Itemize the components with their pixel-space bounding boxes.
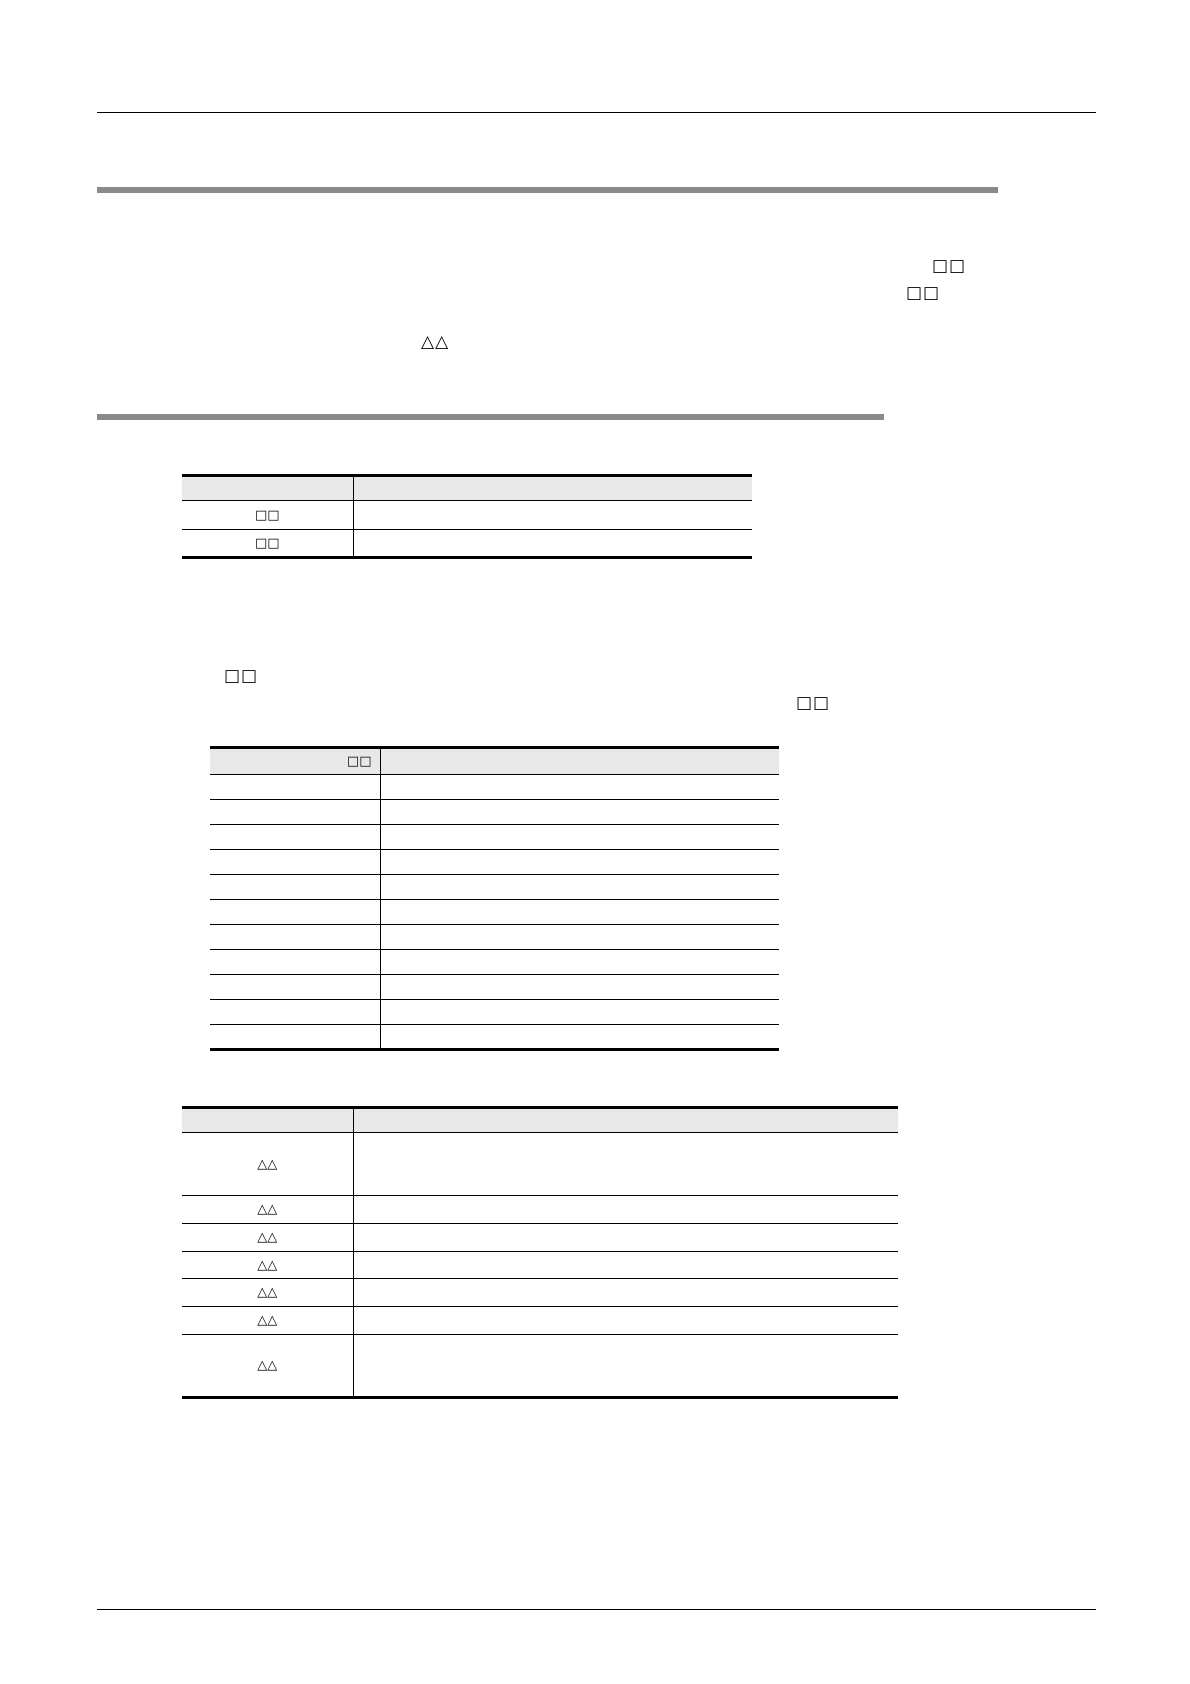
table-2-value [380, 775, 779, 800]
table-2-key [210, 875, 380, 900]
table-2-key [210, 1025, 380, 1050]
table-3-key: △△ [182, 1252, 353, 1279]
table-row [182, 1224, 898, 1252]
table-3-key: △△ [182, 1335, 353, 1398]
table-1-header-key [182, 476, 353, 501]
box-placeholder-4: □□ [796, 693, 831, 713]
box-placeholder-3: □□ [224, 666, 259, 686]
table-row [210, 950, 779, 975]
table-2-key [210, 900, 380, 925]
table-row [182, 1196, 898, 1224]
table-row [182, 501, 752, 530]
section-divider-2 [97, 414, 884, 420]
table-2-value [380, 825, 779, 850]
table-2-key [210, 775, 380, 800]
table-3-value [353, 1252, 898, 1279]
table-row [210, 925, 779, 950]
table-2-value [380, 900, 779, 925]
table-row [182, 1335, 898, 1398]
table-row [182, 1279, 898, 1307]
table-2-key [210, 975, 380, 1000]
table-1 [182, 474, 752, 559]
header-rule [97, 112, 1096, 113]
table-row [210, 1000, 779, 1025]
table-2-value [380, 875, 779, 900]
table-3-value [353, 1224, 898, 1252]
table-row [210, 825, 779, 850]
table-1-value [353, 501, 752, 530]
table-1-key: □□ [182, 530, 353, 558]
table-3-header-value [353, 1108, 898, 1133]
table-3-key: △△ [182, 1307, 353, 1335]
table-2-header-key: □□ [210, 748, 380, 775]
table-row [210, 850, 779, 875]
table-row [210, 875, 779, 900]
table-2-value [380, 1025, 779, 1050]
footer-rule [97, 1609, 1096, 1610]
table-3-key: △△ [182, 1224, 353, 1252]
table-2-key [210, 825, 380, 850]
table-1-value [353, 530, 752, 558]
table-3-value [353, 1335, 898, 1398]
table-2-value [380, 975, 779, 1000]
table-2-key [210, 925, 380, 950]
box-placeholder-2: □□ [906, 283, 941, 303]
triangle-placeholder-1: △△ [421, 332, 450, 352]
table-3-key: △△ [182, 1133, 353, 1196]
table-3-key: △△ [182, 1196, 353, 1224]
table-3 [182, 1106, 898, 1399]
table-1-header-value [353, 476, 752, 501]
table-2-value [380, 850, 779, 875]
table-2-value [380, 1000, 779, 1025]
table-3-key: △△ [182, 1279, 353, 1307]
table-1-key: □□ [182, 501, 353, 530]
table-row [182, 1133, 898, 1196]
table-row [182, 530, 752, 558]
section-divider-1 [97, 187, 998, 193]
table-row [210, 800, 779, 825]
table-2-value [380, 800, 779, 825]
table-row [210, 900, 779, 925]
table-row [182, 1252, 898, 1279]
table-2-key [210, 800, 380, 825]
table-2 [210, 746, 779, 1051]
table-2-value [380, 925, 779, 950]
table-2-key [210, 1000, 380, 1025]
table-row [210, 1025, 779, 1050]
table-2-value [380, 950, 779, 975]
table-3-value [353, 1307, 898, 1335]
box-placeholder-1: □□ [932, 256, 967, 276]
table-2-key [210, 950, 380, 975]
table-row [210, 775, 779, 800]
table-3-header-key [182, 1108, 353, 1133]
table-row [182, 1307, 898, 1335]
table-row [210, 975, 779, 1000]
table-3-value [353, 1133, 898, 1196]
table-2-key [210, 850, 380, 875]
table-3-value [353, 1279, 898, 1307]
table-2-header-value [380, 748, 779, 775]
table-3-value [353, 1196, 898, 1224]
